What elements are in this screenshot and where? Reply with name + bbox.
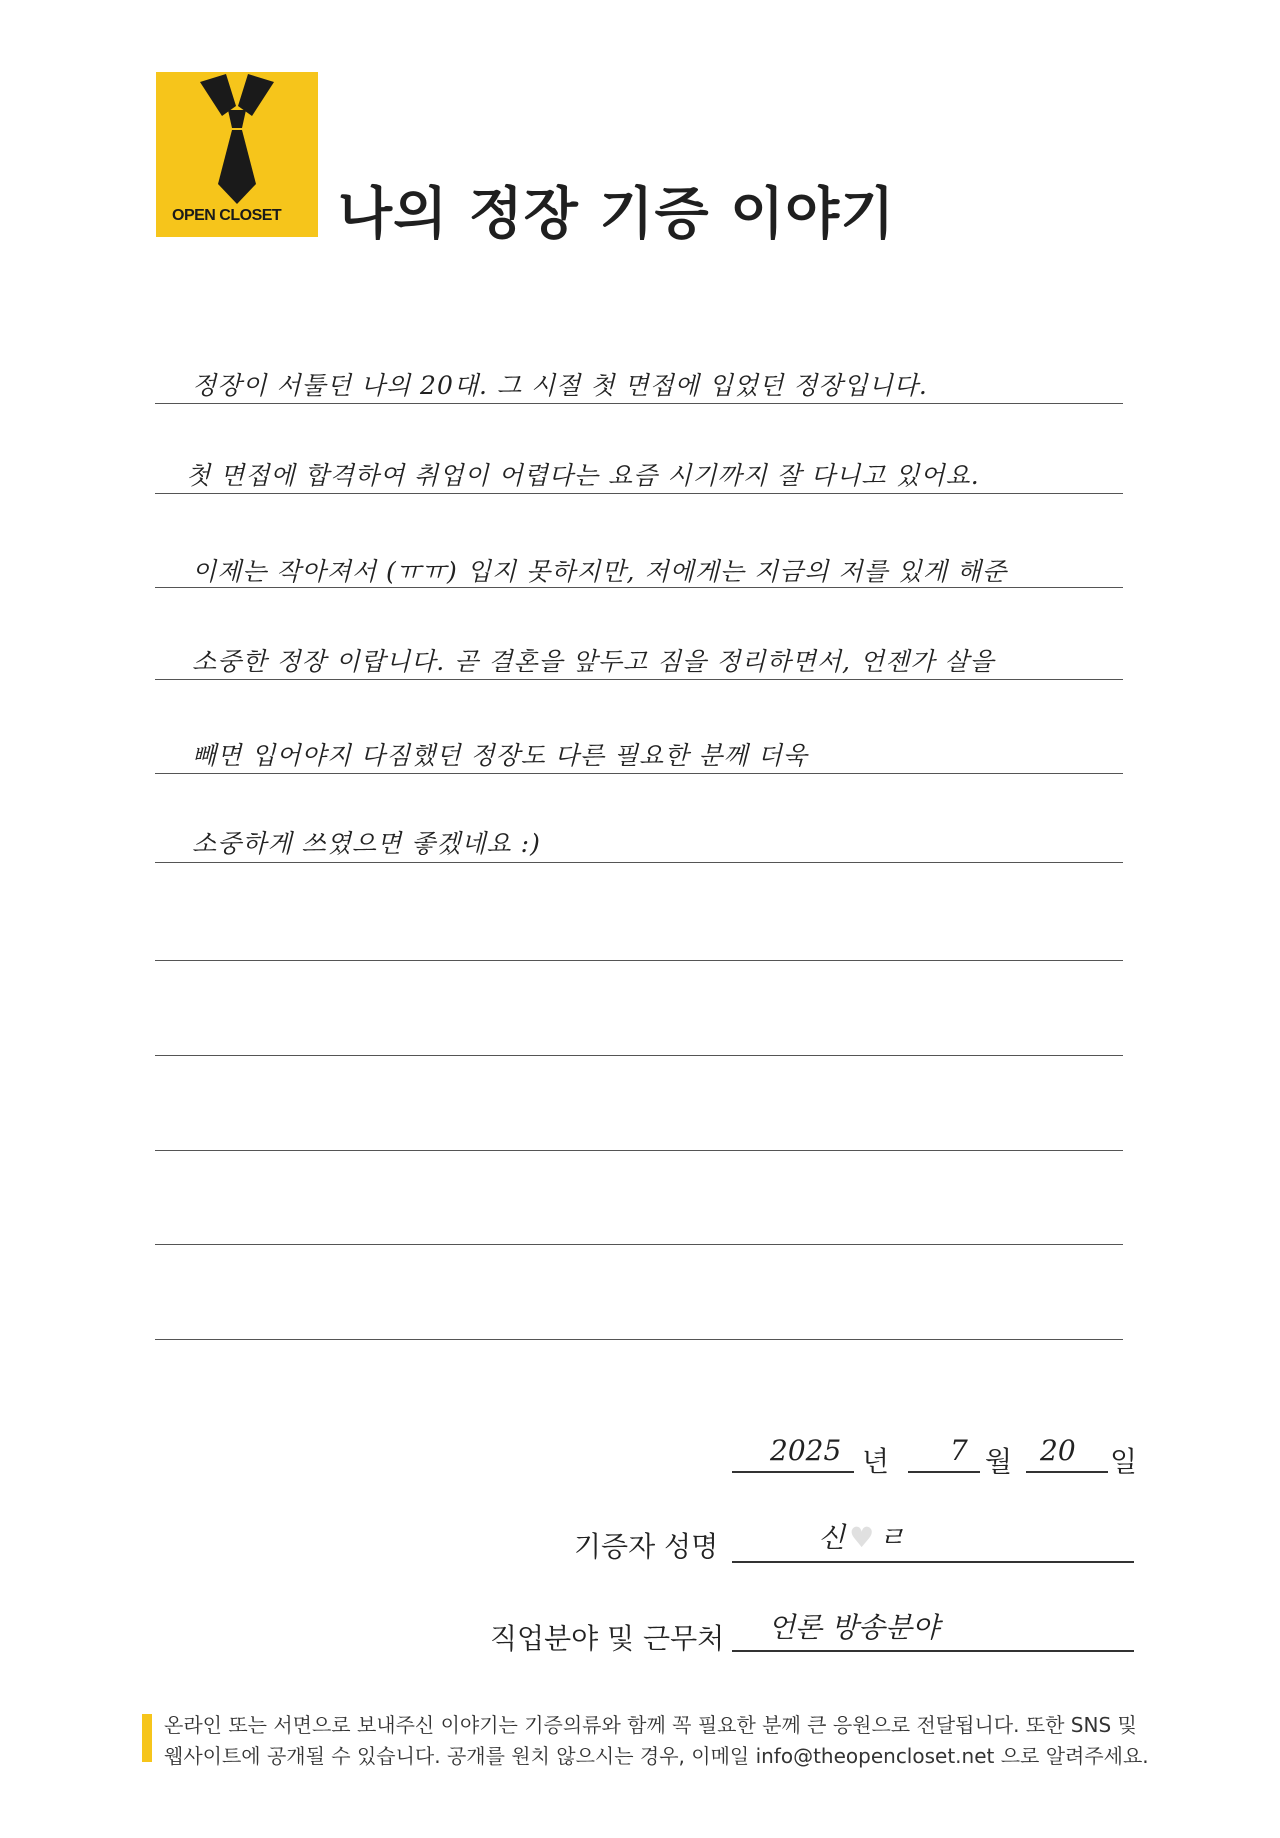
ruled-line	[155, 403, 1123, 404]
footer-notice	[164, 1710, 1149, 1772]
open-closet-logo	[156, 72, 318, 237]
story-line-2: 첫 면접에 합격하여 취업이 어렵다는 요즘 시기까지 잘 다니고 있어요.	[186, 461, 980, 490]
ruled-line	[155, 679, 1123, 680]
ruled-line	[155, 493, 1123, 494]
story-line-3: 이제는 작아져서 (ㅠㅠ) 입지 못하지만, 저에게는 지금의 저를 있게 해준	[192, 557, 1008, 586]
logo-text: OPEN CLOSET	[172, 207, 282, 224]
ruled-line	[155, 773, 1123, 774]
date-year: 2025	[770, 1434, 842, 1467]
footer-line-2: 웹사이트에 공개될 수 있습니다. 공개를 원치 않으시는 경우, 이메일 info@theopencloset.net 으로 알려주세요.	[164, 1744, 1149, 1768]
date-year-label: 년	[862, 1445, 890, 1478]
heart-icon: ♥	[849, 1521, 875, 1554]
donor-name-last: ㄹ	[878, 1521, 906, 1554]
date-day: 20	[1040, 1434, 1076, 1467]
ruled-line	[155, 1244, 1123, 1245]
job-value: 언론 방송분야	[768, 1611, 940, 1644]
date-month: 7	[950, 1434, 968, 1467]
ruled-line	[155, 1339, 1123, 1340]
ruled-line	[155, 1150, 1123, 1151]
donor-name-value	[818, 1516, 905, 1556]
footer-line-1: 온라인 또는 서면으로 보내주신 이야기는 기증의류와 함께 꼭 필요한 분께 큰 응원으로 전달됩니다. 또한 SNS 및	[164, 1713, 1137, 1737]
page-title: 나의 정장 기증 이야기	[338, 182, 896, 247]
job-line	[732, 1650, 1134, 1652]
donor-name-label: 기증자 성명	[574, 1530, 719, 1563]
date-day-line	[1026, 1471, 1108, 1473]
donor-name-line	[732, 1561, 1134, 1563]
date-month-label: 월	[985, 1445, 1013, 1478]
ruled-line	[155, 862, 1123, 863]
donor-name-first: 신	[818, 1521, 846, 1554]
date-day-label: 일	[1110, 1445, 1138, 1478]
story-line-5: 빼면 입어야지 다짐했던 정장도 다른 필요한 분께 더욱	[192, 741, 808, 770]
ruled-line	[155, 960, 1123, 961]
date-month-line	[908, 1471, 980, 1473]
date-year-line	[732, 1471, 854, 1473]
footer-accent-bar	[142, 1714, 152, 1762]
story-line-6: 소중하게 쓰였으면 좋겠네요 :)	[192, 829, 541, 858]
ruled-line	[155, 1055, 1123, 1056]
job-label: 직업분야 및 근무처	[490, 1622, 725, 1655]
story-line-4: 소중한 정장 이랍니다. 곧 결혼을 앞두고 짐을 정리하면서, 언젠가 살을	[192, 647, 995, 676]
story-line-1: 정장이 서툴던 나의 20대. 그 시절 첫 면접에 입었던 정장입니다.	[192, 371, 928, 400]
